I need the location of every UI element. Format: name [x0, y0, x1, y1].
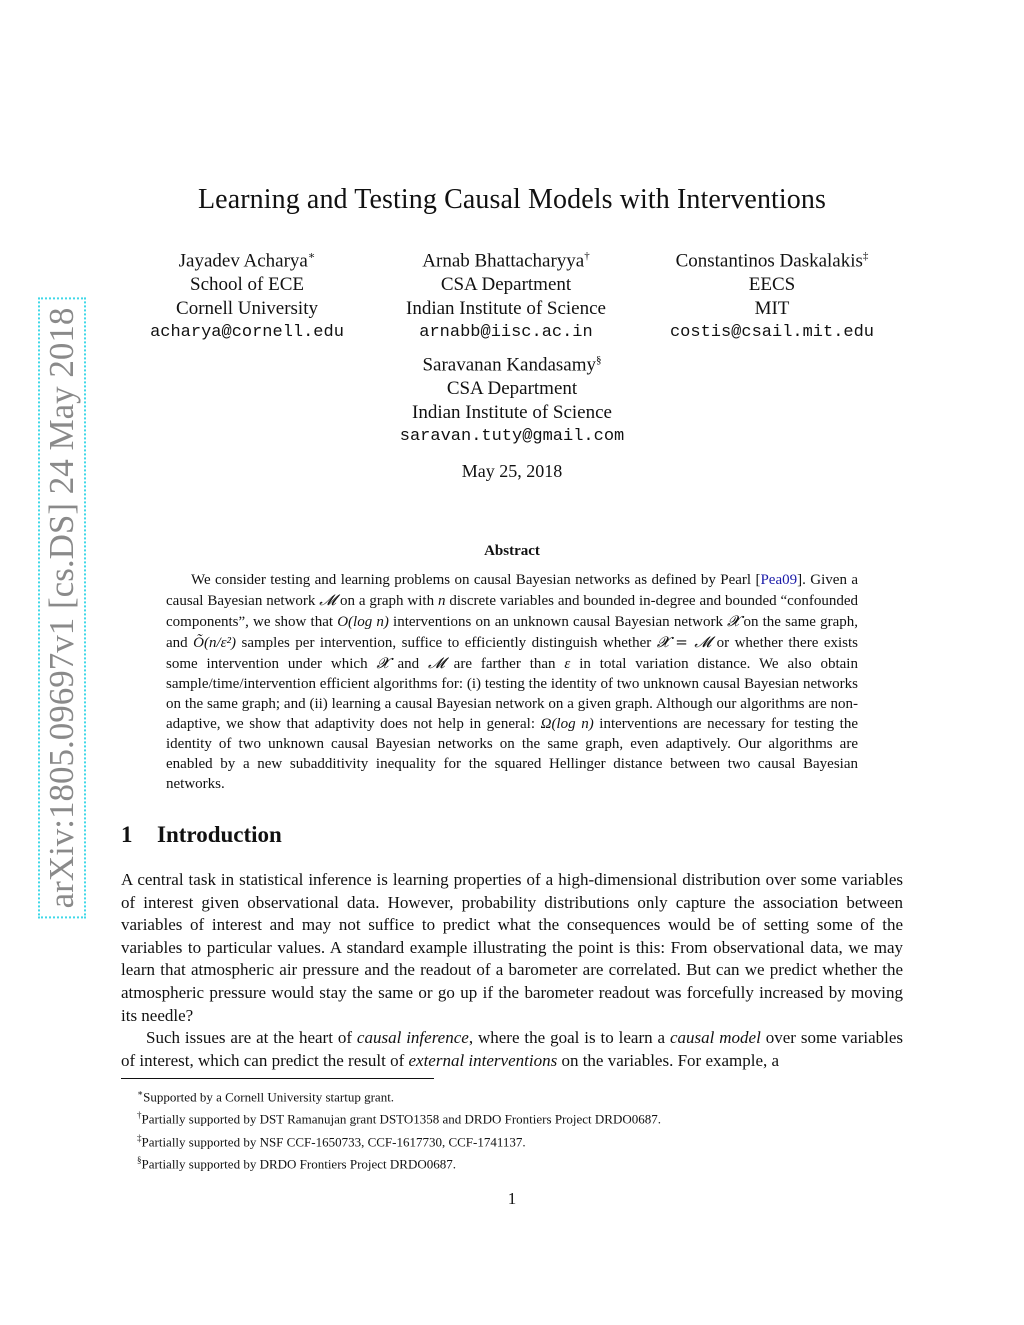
math-symbol: 𝓧	[376, 654, 389, 672]
author-email[interactable]: saravan.tuty@gmail.com	[399, 427, 625, 447]
section-title: Introduction	[157, 822, 282, 847]
author-mark: ∗	[307, 250, 316, 262]
author-dept: School of ECE	[190, 274, 304, 296]
author-dept: CSA Department	[446, 378, 578, 400]
page-number: 1	[507, 1189, 517, 1208]
author-institution: MIT	[754, 298, 790, 320]
section-number: 1	[121, 822, 133, 847]
footnote-divider	[121, 1078, 434, 1079]
author-institution: Indian Institute of Science	[412, 402, 612, 424]
author-mark: ‡	[862, 250, 869, 262]
author-email[interactable]: acharya@cornell.edu	[150, 323, 344, 343]
author-email[interactable]: costis@csail.mit.edu	[669, 323, 875, 343]
footnotes	[137, 1084, 661, 1173]
author-block-1	[150, 244, 344, 345]
author-name: Constantinos Daskalakis	[675, 250, 863, 272]
author-block-2	[406, 244, 606, 345]
author-dept: CSA Department	[440, 274, 572, 296]
math-symbol: ε	[564, 656, 571, 672]
author-dept: EECS	[748, 274, 796, 296]
author-name: Saravanan Kandasamy	[422, 354, 597, 376]
emphasis: causal model	[669, 1028, 761, 1047]
author-name: Jayadev Acharya	[178, 250, 308, 272]
abstract-body: We consider testing and learning problems on causal Bayesian networks as defined by Pearl [Pea09]. Given a causal Bayesian network 𝓜 on a graph with n discrete variables and bounded in-degree and bounded “confounded components”, we show that O(log n) interventions on an unknown causal Bayesian network 𝓧 on the same graph, and Õ(n/ε²) samples per intervention, suffice to efficiently distinguish whether 𝓧 = 𝓜 or whether there exists some intervention under which 𝓧 and 𝓜 are farther than ε in total variation distance. We also obtain sample/time/intervention efficient algorithms for: (i) testing the identity of two unknown causal Bayesian networks on the same graph; and (ii) learning a causal Bayesian network on a given graph. Although our algorithms are non-adaptive, we show that adaptivity does not help in general: Ω(log n) interventions are necessary for testing the identity of two unknown causal Bayesian networks on the same graph, even adaptively. Our algorithms are enabled by a new subadditivity inequality for the squared Hellinger distance between two causal Bayesian networks.	[166, 572, 859, 792]
citation-link[interactable]: Pea09	[760, 572, 798, 588]
math-expression: O(log n)	[337, 614, 389, 630]
body-paragraph-2: Such issues are at the heart of causal inference, where the goal is to learn a causal model over some variables of interest, which can predict the result of external interventions on the variables. For example, a	[121, 1028, 904, 1070]
author-name: Arnab Bhattacharyya	[422, 250, 585, 272]
math-expression: Ω(log n)	[540, 716, 594, 732]
author-mark: §	[596, 354, 602, 366]
footnote: ‡Partially supported by NSF CCF-1650733, CCF-1617730, CCF-1741137.	[137, 1132, 526, 1149]
footnote: †Partially supported by DST Ramanujan grant DSTO1358 and DRDO Frontiers Project DRDO0687.	[137, 1110, 661, 1127]
author-email[interactable]: arnabb@iisc.ac.in	[419, 323, 593, 343]
paper-title: Learning and Testing Causal Models with Interventions	[197, 184, 827, 215]
abstract-heading: Abstract	[484, 543, 540, 559]
author-mark: †	[584, 250, 590, 262]
footnote: §Partially supported by DRDO Frontiers Project DRDO0687.	[137, 1154, 457, 1172]
math-expression: 𝓧 = 𝓜	[656, 633, 712, 651]
emphasis: external interventions	[408, 1050, 558, 1070]
paper-date: May 25, 2018	[461, 461, 563, 481]
author-institution: Cornell University	[176, 298, 318, 320]
author-institution: Indian Institute of Science	[406, 298, 606, 320]
arxiv-side-stamp: arXiv:1805.09697v1 [cs.DS] 24 May 2018	[38, 298, 86, 919]
math-symbol: 𝓧	[727, 612, 740, 630]
math-symbol: 𝓜	[427, 654, 445, 672]
math-symbol: 𝓜	[319, 591, 337, 609]
author-block-4	[400, 348, 624, 449]
section-heading	[121, 822, 282, 848]
emphasis: causal inference	[356, 1028, 469, 1047]
footnote: ∗Supported by a Cornell University startup grant.	[137, 1088, 395, 1105]
math-symbol: n	[437, 593, 446, 609]
math-expression: Õ(n/ε²)	[193, 635, 237, 651]
body-paragraph-1: A central task in statistical inference is learning properties of a high-dimensional distribution over some variables of interest given observational data. However, probability distributions only capture the association between variables of interest and may not suffice to predict what the consequences would be of setting some of the variables to particular values. A standard example illustrating the point is this: From observational data, we may learn that atmospheric air pressure and the readout of a barometer are correlated. But can we predict whether the atmospheric pressure would stay the same or go up if the barometer readout was forcefully increased by moving its needle?	[121, 870, 903, 1025]
author-block-3	[670, 244, 874, 345]
